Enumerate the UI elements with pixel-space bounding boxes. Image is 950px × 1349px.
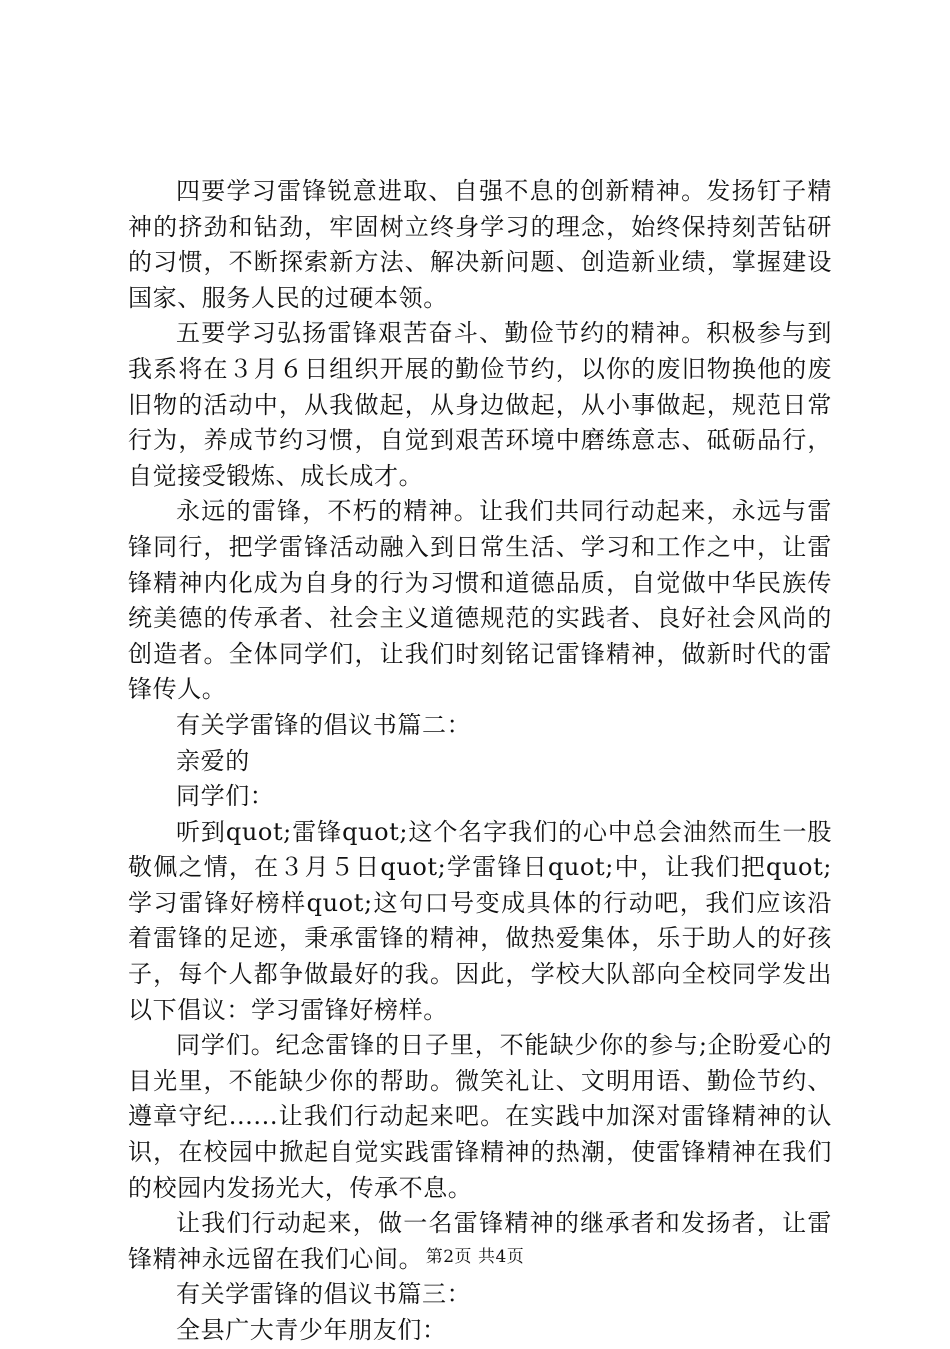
paragraph-innovation-spirit: 四要学习雷锋锐意进取、自强不息的创新精神。发扬钉子精神的挤劲和钻劲，牢固树立终身学习的理念，始终保持刻苦钻研的习惯，不断探索新方法、解决新问题、创造新业绩，掌握建设国家、服务人民的过硬本领。 bbox=[128, 177, 832, 312]
paragraph-thrift-spirit: 五要学习弘扬雷锋艰苦奋斗、勤俭节约的精神。积极参与到我系将在３月６日组织开展的勤俭节约，以你的废旧物换他的废旧物的活动中，从我做起，从身边做起，从小事做起，规范日常行为，养成节约习惯，自觉到艰苦环境中磨练意志、砥砺品行，自觉接受锻炼、成长成才。 bbox=[128, 319, 832, 490]
salutation-dear: 亲爱的 bbox=[176, 746, 250, 775]
paragraph-leifeng-day: 听到quot;雷锋quot;这个名字我们的心中总会油然而生一股敬佩之情，在３月５日quot;学雷锋日quot;中，让我们把quot;学习雷锋好榜样quot;这句口号变成具体的行动吧，我们应该沿着雷锋的足迹，秉承雷锋的精神，做热爱集体，乐于助人的好孩子，每个人都争做最好的我。因此，学校大队部向全校同学发出以下倡议：学习雷锋好榜样。 bbox=[128, 817, 832, 1024]
salutation-youth-friends: 全县广大青少年朋友们： bbox=[176, 1316, 447, 1344]
paragraph-participation: 同学们。纪念雷锋的日子里，不能缺少你的参与;企盼爱心的目光里，不能缺少你的帮助。微笑礼让、文明用语、勤俭节约、遵章守纪......让我们行动起来吧。在实践中加深对雷锋精神的认识，在校园中掀起自觉实践雷锋精神的热潮，使雷锋精神在我们的校园内发扬光大，传承不息。 bbox=[128, 1031, 832, 1202]
salutation-classmates: 同学们： bbox=[176, 782, 275, 811]
document-body bbox=[128, 174, 832, 1349]
paragraph-call-to-action: 让我们行动起来，做一名雷锋精神的继承者和发扬者，让雷锋精神永远留在我们心间。 bbox=[128, 1209, 832, 1273]
section-heading-part-three: 有关学雷锋的倡议书篇三： bbox=[176, 1280, 472, 1309]
paragraph-eternal-leifeng: 永远的雷锋，不朽的精神。让我们共同行动起来，永远与雷锋同行，把学雷锋活动融入到日常生活、学习和工作之中，让雷锋精神内化成为自身的行为习惯和道德品质，自觉做中华民族传统美德的传承者、社会主义道德规范的实践者、良好社会风尚的创造者。全体同学们，让我们时刻铭记雷锋精神，做新时代的雷锋传人。 bbox=[128, 497, 832, 704]
section-heading-part-two: 有关学雷锋的倡议书篇二： bbox=[176, 710, 472, 739]
page-number-footer: 第2页 共4页 bbox=[425, 1247, 525, 1267]
